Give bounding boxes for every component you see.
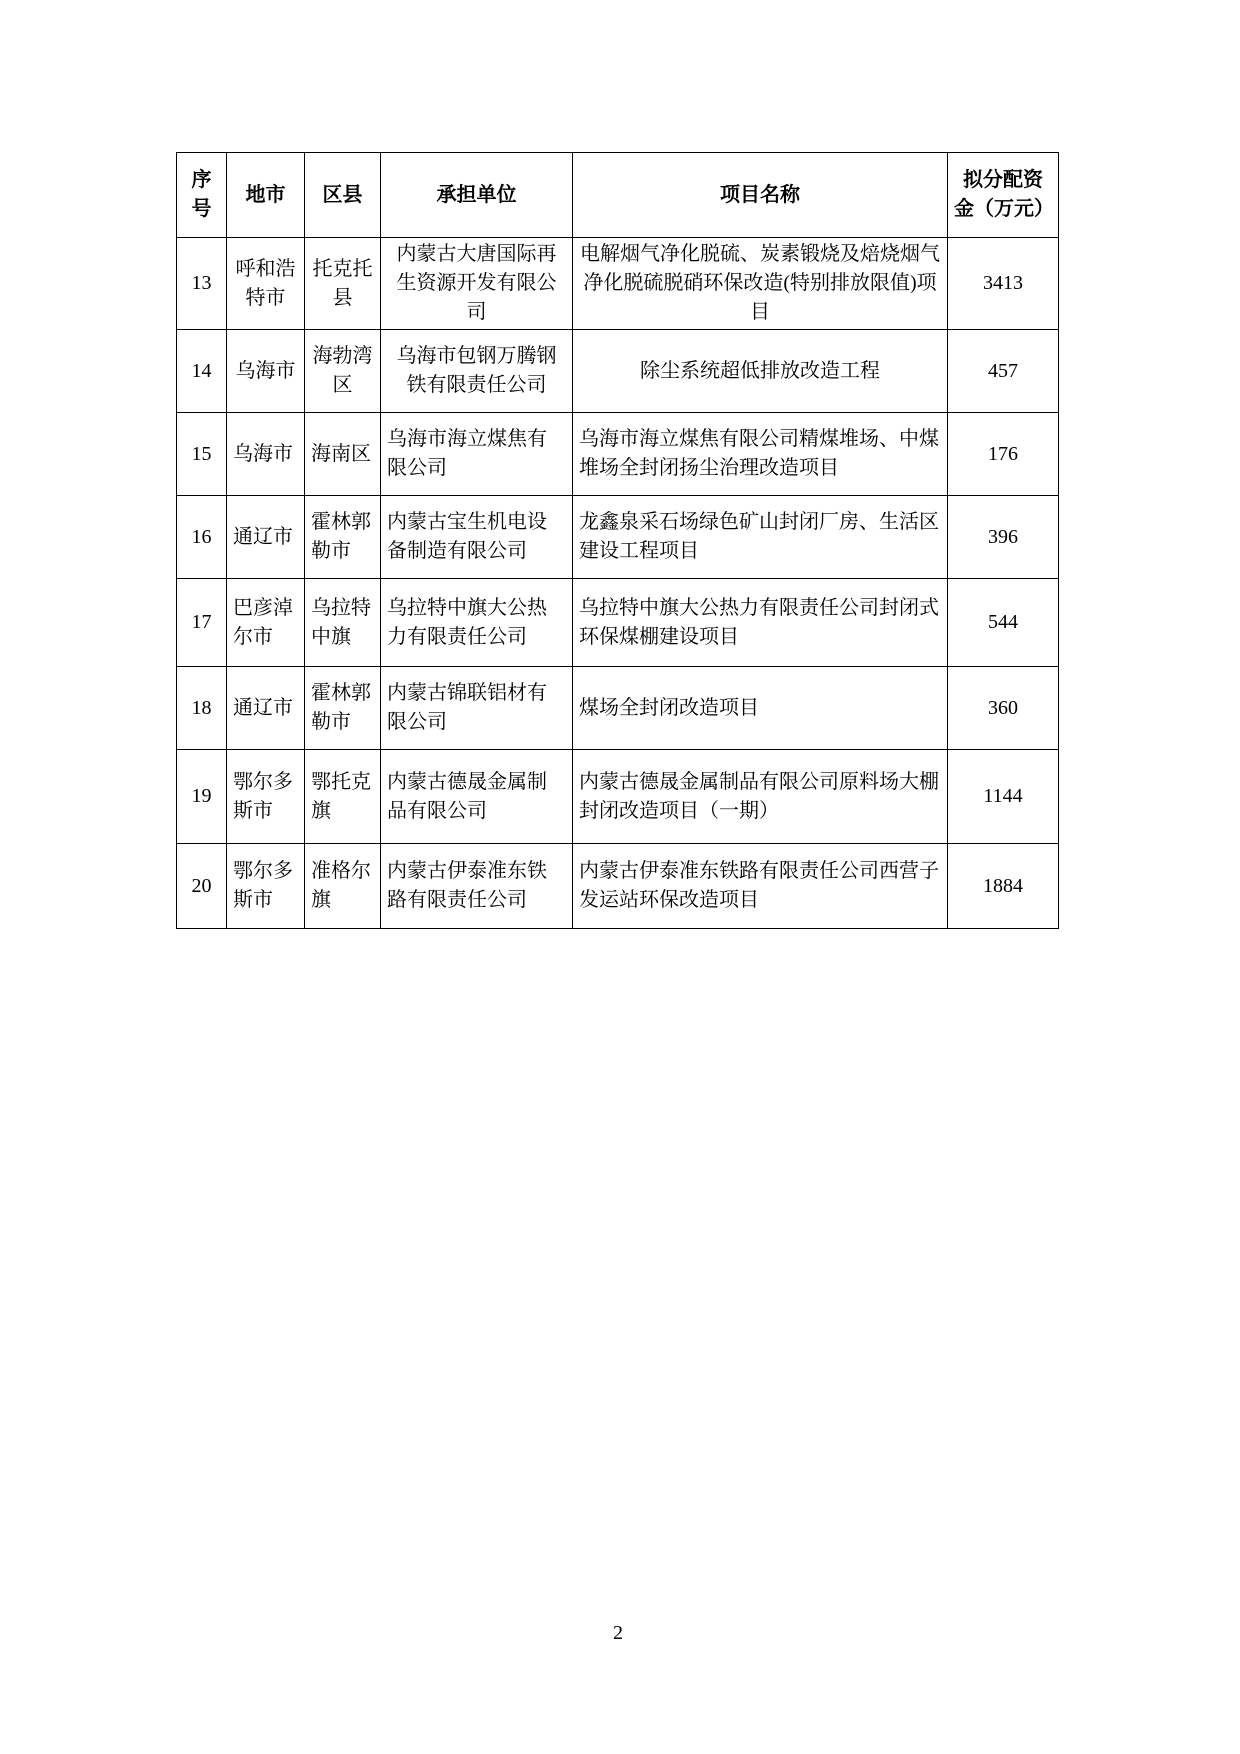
table-row — [177, 750, 1059, 844]
county-cell: 准格尔旗 — [305, 844, 381, 929]
county-cell: 乌拉特中旗 — [305, 579, 381, 667]
table-body — [177, 238, 1059, 929]
table-row — [177, 667, 1059, 750]
table-row — [177, 238, 1059, 330]
undertaking-unit-cell: 乌拉特中旗大公热力有限责任公司 — [381, 579, 573, 667]
allocated-funds-cell: 360 — [948, 667, 1059, 750]
table-row — [177, 496, 1059, 579]
table-row — [177, 579, 1059, 667]
header-allocated-funds: 拟分配资金（万元） — [948, 153, 1059, 238]
table-row — [177, 330, 1059, 413]
city-cell: 巴彦淖尔市 — [227, 579, 305, 667]
row-serial-number-cell: 18 — [177, 667, 227, 750]
row-serial-number-cell: 15 — [177, 413, 227, 496]
project-name-cell: 乌海市海立煤焦有限公司精煤堆场、中煤堆场全封闭扬尘治理改造项目 — [573, 413, 948, 496]
county-cell: 霍林郭勒市 — [305, 667, 381, 750]
undertaking-unit-cell: 内蒙古锦联铝材有限公司 — [381, 667, 573, 750]
undertaking-unit-cell: 内蒙古伊泰准东铁路有限责任公司 — [381, 844, 573, 929]
undertaking-unit-cell: 乌海市包钢万腾钢铁有限责任公司 — [381, 330, 573, 413]
county-cell: 托克托县 — [305, 238, 381, 330]
row-serial-number-cell: 17 — [177, 579, 227, 667]
undertaking-unit-cell: 内蒙古德晟金属制品有限公司 — [381, 750, 573, 844]
project-name-cell: 煤场全封闭改造项目 — [573, 667, 948, 750]
page-number: 2 — [613, 1622, 623, 1644]
undertaking-unit-cell: 内蒙古大唐国际再生资源开发有限公司 — [381, 238, 573, 330]
city-cell: 呼和浩特市 — [227, 238, 305, 330]
header-row — [177, 153, 1059, 238]
city-cell: 鄂尔多斯市 — [227, 844, 305, 929]
project-name-cell: 除尘系统超低排放改造工程 — [573, 330, 948, 413]
allocated-funds-cell: 1144 — [948, 750, 1059, 844]
allocated-funds-cell: 3413 — [948, 238, 1059, 330]
undertaking-unit-cell: 乌海市海立煤焦有限公司 — [381, 413, 573, 496]
row-serial-number-cell: 20 — [177, 844, 227, 929]
table-row — [177, 844, 1059, 929]
row-serial-number-cell: 16 — [177, 496, 227, 579]
project-name-cell: 内蒙古伊泰准东铁路有限责任公司西营子发运站环保改造项目 — [573, 844, 948, 929]
table-header — [177, 153, 1059, 238]
undertaking-unit-cell: 内蒙古宝生机电设备制造有限公司 — [381, 496, 573, 579]
city-cell: 乌海市 — [227, 413, 305, 496]
row-serial-number-cell: 14 — [177, 330, 227, 413]
city-cell: 乌海市 — [227, 330, 305, 413]
funding-allocation-table — [176, 152, 1059, 929]
header-city: 地市 — [227, 153, 305, 238]
project-name-cell: 龙鑫泉采石场绿色矿山封闭厂房、生活区建设工程项目 — [573, 496, 948, 579]
allocated-funds-cell: 1884 — [948, 844, 1059, 929]
project-name-cell: 乌拉特中旗大公热力有限责任公司封闭式环保煤棚建设项目 — [573, 579, 948, 667]
city-cell: 通辽市 — [227, 667, 305, 750]
project-name-cell: 电解烟气净化脱硫、炭素锻烧及焙烧烟气净化脱硫脱硝环保改造(特别排放限值)项目 — [573, 238, 948, 330]
city-cell: 通辽市 — [227, 496, 305, 579]
header-serial-number: 序号 — [177, 153, 227, 238]
row-serial-number-cell: 19 — [177, 750, 227, 844]
allocated-funds-cell: 544 — [948, 579, 1059, 667]
project-name-cell: 内蒙古德晟金属制品有限公司原料场大棚封闭改造项目（一期） — [573, 750, 948, 844]
allocated-funds-cell: 396 — [948, 496, 1059, 579]
allocated-funds-cell: 176 — [948, 413, 1059, 496]
table-row — [177, 413, 1059, 496]
row-serial-number-cell: 13 — [177, 238, 227, 330]
header-undertaking-unit: 承担单位 — [381, 153, 573, 238]
allocated-funds-cell: 457 — [948, 330, 1059, 413]
header-county: 区县 — [305, 153, 381, 238]
county-cell: 鄂托克旗 — [305, 750, 381, 844]
county-cell: 霍林郭勒市 — [305, 496, 381, 579]
county-cell: 海南区 — [305, 413, 381, 496]
header-project-name: 项目名称 — [573, 153, 948, 238]
city-cell: 鄂尔多斯市 — [227, 750, 305, 844]
county-cell: 海勃湾区 — [305, 330, 381, 413]
